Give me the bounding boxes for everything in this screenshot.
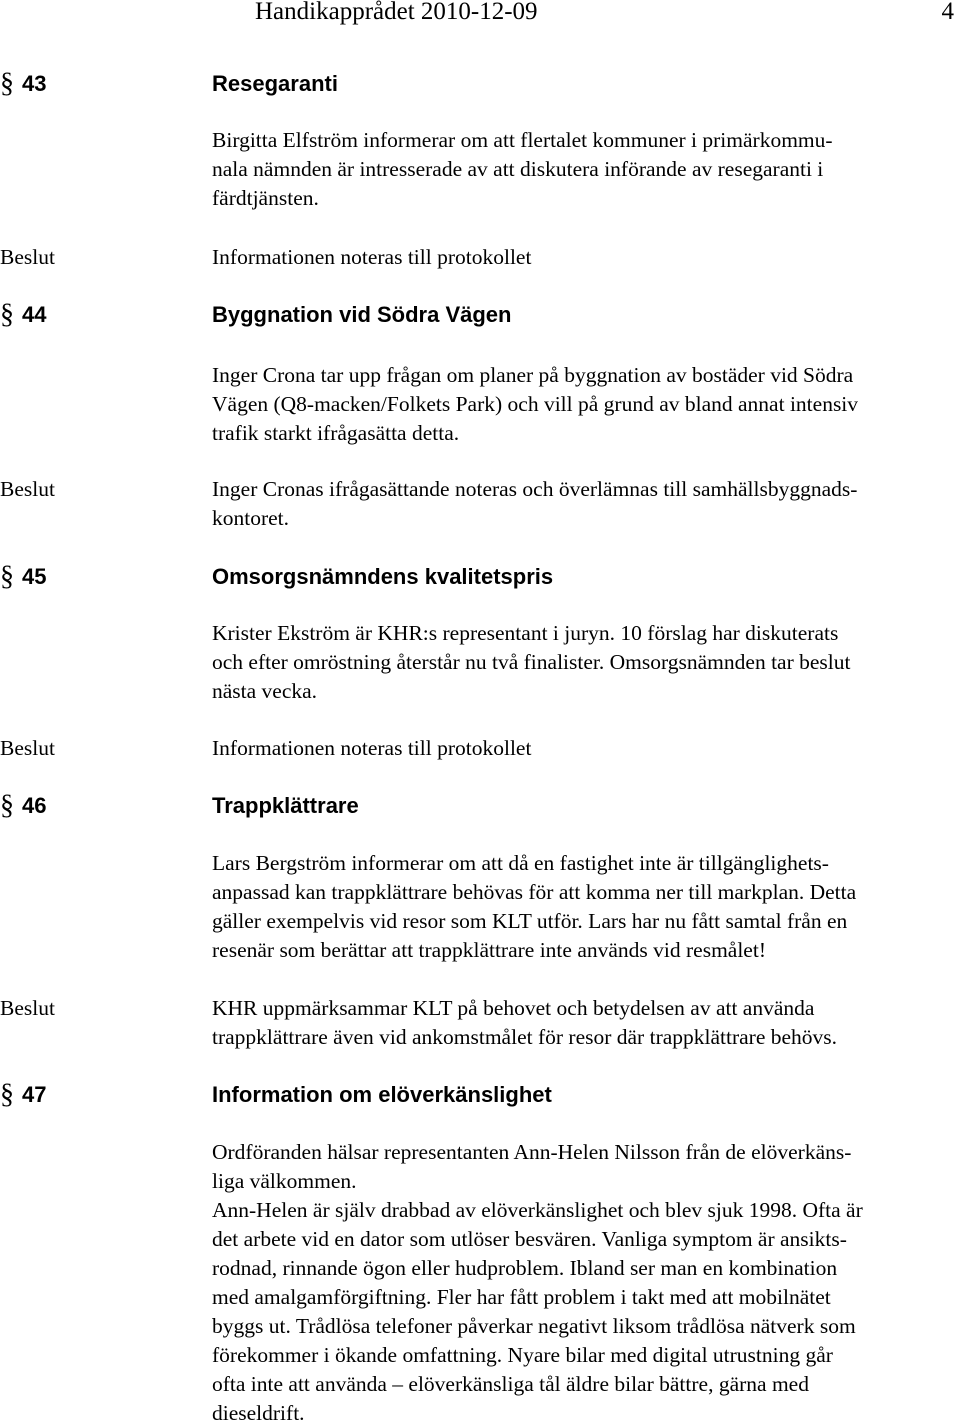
decision-text [212, 243, 960, 272]
section-body [212, 126, 960, 213]
text-line: nästa vecka. [212, 679, 318, 703]
text-line: dieseldrift. [212, 1401, 305, 1425]
section-heading [0, 559, 960, 595]
text-line: ofta inte att använda – elöverkänsliga tål äldre bilar bättre, gärna med [212, 1372, 809, 1396]
section-title: Trappklättrare [212, 793, 359, 818]
decision-text [212, 994, 960, 1052]
section-body [212, 849, 960, 965]
decision-text [212, 475, 960, 533]
section-heading [0, 788, 960, 824]
text-line: Birgitta Elfström informerar om att flertalet kommuner i primärkommu- [212, 128, 833, 152]
decision-label: Beslut [0, 245, 55, 269]
page-number: 4 [941, 0, 954, 25]
text-line: Ann-Helen är själv drabbad av elöverkänslighet och blev sjuk 1998. Ofta är [212, 1198, 863, 1222]
text-line: rodnad, rinnande ögon eller hudproblem. Ibland ser man en kombination [212, 1256, 838, 1280]
decision-text [212, 734, 960, 763]
text-line: trappklättrare även vid ankomstmålet för resor där trappklättrare behövs. [212, 1025, 838, 1049]
decision-label: Beslut [0, 477, 55, 501]
decision-label: Beslut [0, 736, 55, 760]
section-heading [0, 297, 960, 333]
section-sign-icon: § [0, 68, 14, 99]
section-body [212, 619, 960, 706]
text-line: nala nämnden är intresserade av att diskutera införande av resegaranti i [212, 157, 824, 181]
text-line: färdtjänsten. [212, 186, 319, 210]
section-number: 45 [22, 564, 47, 589]
section-title: Resegaranti [212, 71, 338, 96]
section-number: 47 [22, 1082, 47, 1107]
text-line: kontoret. [212, 506, 290, 530]
text-line: Krister Ekström är KHR:s representant i juryn. 10 förslag har diskuterats [212, 621, 839, 645]
section-number: 46 [22, 793, 47, 818]
section-title: Omsorgsnämndens kvalitetspris [212, 564, 554, 589]
text-line: med amalgamförgiftning. Fler har fått problem i takt med att mobilnätet [212, 1285, 831, 1309]
text-line: förekommer i ökande omfattning. Nyare bilar med digital utrustning går [212, 1343, 833, 1367]
section-body [212, 361, 960, 448]
text-line: anpassad kan trappklättrare behövas för att komma ner till markplan. Detta [212, 880, 857, 904]
text-line: det arbete vid en dator som utlöser besvären. Vanliga symptom är ansikts- [212, 1227, 847, 1251]
text-line: byggs ut. Trådlösa telefoner påverkar negativt liksom trådlösa nätverk som [212, 1314, 856, 1338]
header-title: Handikapprådet 2010-12-09 [255, 0, 538, 25]
page-header [255, 0, 960, 36]
text-line: KHR uppmärksammar KLT på behovet och betydelsen av att använda [212, 996, 815, 1020]
section-heading [0, 66, 960, 102]
text-line: liga välkommen. [212, 1169, 357, 1193]
text-line: Vägen (Q8-macken/Folkets Park) och vill på grund av bland annat intensiv [212, 392, 859, 416]
section-sign-icon: § [0, 790, 14, 821]
text-line: Lars Bergström informerar om att då en fastighet inte är tillgänglighets- [212, 851, 829, 875]
section-title: Byggnation vid Södra Vägen [212, 302, 512, 327]
decision-label: Beslut [0, 996, 55, 1020]
section-sign-icon: § [0, 299, 14, 330]
section-number: 44 [22, 302, 47, 327]
text-line: Informationen noteras till protokollet [212, 245, 532, 269]
text-line: trafik starkt ifrågasätta detta. [212, 421, 460, 445]
text-line: Ordföranden hälsar representanten Ann-Helen Nilsson från de elöverkäns- [212, 1140, 852, 1164]
text-line: Inger Cronas ifrågasättande noteras och överlämnas till samhällsbyggnads- [212, 477, 858, 501]
section-number: 43 [22, 71, 47, 96]
section-sign-icon: § [0, 561, 14, 592]
section-heading [0, 1077, 960, 1113]
text-line: gäller exempelvis vid resor som KLT utför. Lars har nu fått samtal från en [212, 909, 848, 933]
text-line: Informationen noteras till protokollet [212, 736, 532, 760]
text-line: Inger Crona tar upp frågan om planer på byggnation av bostäder vid Södra [212, 363, 854, 387]
section-sign-icon: § [0, 1079, 14, 1110]
section-title: Information om elöverkänslighet [212, 1082, 552, 1107]
text-line: och efter omröstning återstår nu två finalister. Omsorgsnämnden tar beslut [212, 650, 851, 674]
text-line: resenär som berättar att trappklättrare inte används vid resmålet! [212, 938, 766, 962]
section-body [212, 1138, 960, 1428]
